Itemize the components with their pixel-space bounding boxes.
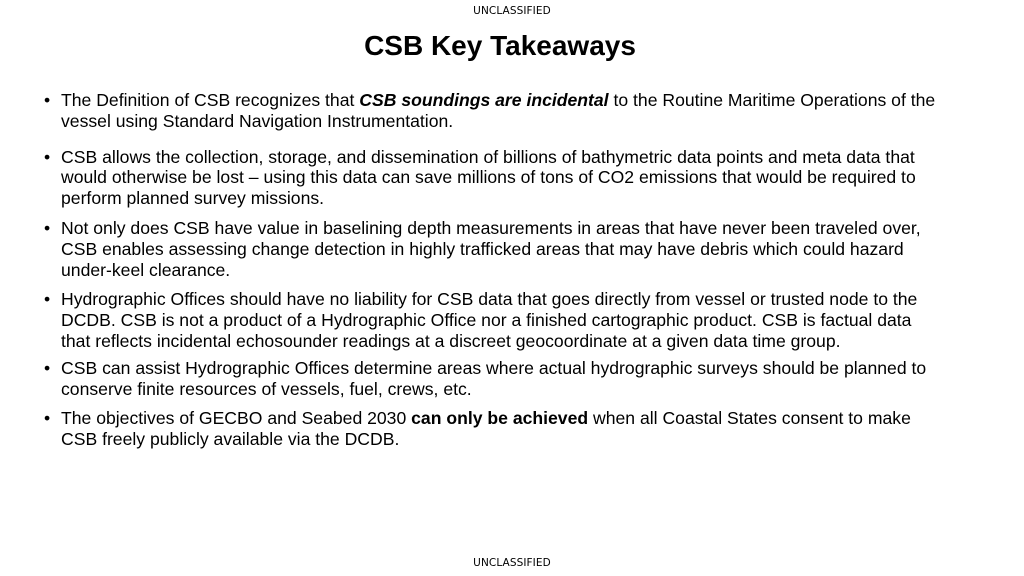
- classification-footer: UNCLASSIFIED: [473, 557, 551, 569]
- bullet-icon: •: [44, 217, 51, 238]
- bullet-item-4: [44, 289, 944, 351]
- bullet-item-2: [44, 147, 944, 209]
- slide-title: CSB Key Takeaways: [364, 30, 636, 61]
- bullet-emphasis-1: CSB soundings are incidental: [359, 90, 609, 110]
- bullet-emphasis-6: can only be achieved: [411, 408, 589, 429]
- bullet-icon: •: [44, 289, 51, 310]
- bullet-text-3: Not only does CSB have value in baselining depth measurements in areas that have never been traveled over, CSB enables assessing change detection in highly trafficked areas that may have debris which could hazard under-keel clearance.: [61, 217, 921, 280]
- bullet-icon: •: [44, 357, 51, 378]
- bullet-item-1: [44, 90, 944, 132]
- bullet-text-1a: The Definition of CSB recognizes that: [61, 90, 360, 110]
- bullet-text-4: Hydrographic Offices should have no liability for CSB data that goes directly from vessel or trusted node to the DCDB. CSB is not a product of a Hydrographic Office nor a finished cartographic product. CSB is factual data that reflects incidental echosounder readings at a discreet geocoordinate at a given data time group.: [61, 289, 918, 351]
- bullet-text-6b: when all Coastal States consent to make CSB freely publicly available via the DCDB.: [61, 408, 911, 450]
- bullet-item-3: [44, 218, 944, 280]
- bullet-icon: •: [44, 408, 51, 429]
- classification-header: UNCLASSIFIED: [473, 5, 551, 17]
- bullet-text-1b: to the Routine Maritime Operations of the vessel using Standard Navigation Instrumentation.: [61, 90, 936, 131]
- bullet-text-2: CSB allows the collection, storage, and dissemination of billions of bathymetric data points and meta data that would otherwise be lost – using this data can save millions of tons of CO2 emissions that would be required to perform planned survey missions.: [61, 146, 916, 209]
- bullet-text-5: CSB can assist Hydrographic Offices determine areas where actual hydrographic surveys should be planned to conserve finite resources of vessels, fuel, crews, etc.: [61, 357, 927, 399]
- bullet-text-6a: The objectives of GECBO and Seabed 2030: [61, 408, 412, 429]
- bullet-item-5: [44, 358, 944, 400]
- bullet-icon: •: [44, 90, 51, 110]
- bullet-icon: •: [44, 146, 51, 167]
- bullet-item-6: [44, 408, 944, 450]
- takeaways-list: [44, 90, 944, 459]
